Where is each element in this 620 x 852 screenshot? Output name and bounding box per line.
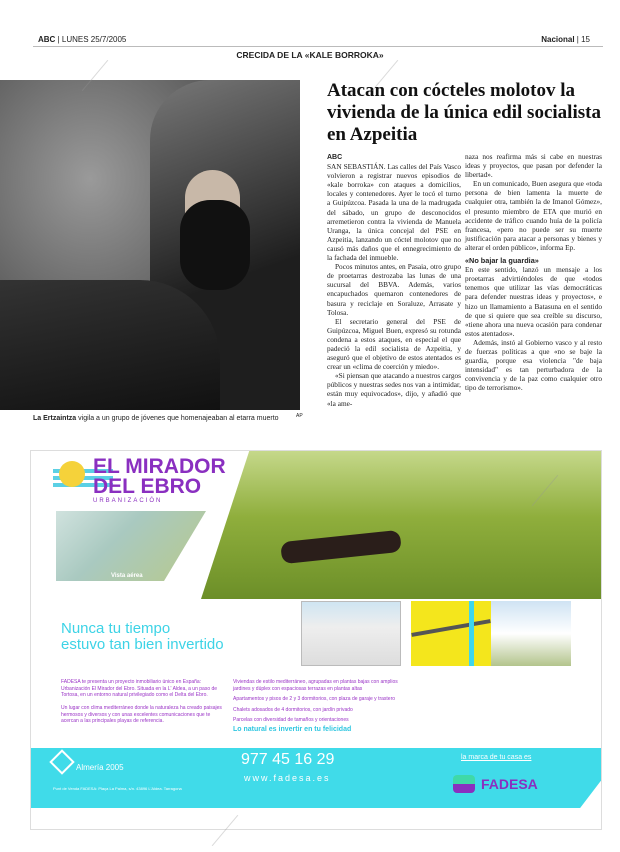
ad-title xyxy=(93,457,226,497)
news-photo xyxy=(0,80,300,410)
ad-features xyxy=(233,679,398,734)
paragraph: El secretario general del PSE de Guipúzcoa, Miguel Buen, expresó su rotunda condena a estos ataques, en especial el que padeció la edil socialista de Azpeitia, y aseguró que el objetivo de estos atentados es crear un «clima de coerción y miedo». xyxy=(327,316,461,372)
aerial-label: Vista aérea xyxy=(111,573,143,579)
feature: Parcelas con diversidad de tamaños y orientaciones xyxy=(233,717,349,723)
ad-description xyxy=(61,679,226,725)
paragraph: «Si piensan que atacando a nuestros cargos públicos y nuestras sedes nos van a intimidar, están muy equivocados», dijo, y añadió que «la ame- xyxy=(327,371,461,408)
ad-tagline: Lo natural es invertir en tu felicidad xyxy=(233,725,352,733)
header-rule xyxy=(33,46,603,47)
ad-paragraph: FADESA te presenta un proyecto inmobiliario único en España: Urbanización El Mirador del Ebro. Situada en la L' Aldea, a un paso de Tortosa, en un entorno natural privilegiado como el Delta del Ebro. xyxy=(61,679,218,698)
page-header-left: ABC | LUNES 25/7/2005 xyxy=(38,35,127,44)
section-name: Nacional xyxy=(541,35,575,44)
fadesa-advertisement[interactable] xyxy=(30,450,602,830)
sales-office: Punt de Venda FADESA: Plaça La Palma, s/n. 43896 L'Aldea. Tarragona xyxy=(53,786,182,791)
house-photo xyxy=(491,601,571,666)
byline: ABC xyxy=(327,154,343,161)
paragraph: En este sentido, lanzó un mensaje a los proetarras advirtiéndoles de que «todos tenemos que utilizar las vías democráticas para defender nuestras ideas y proyectos», e hizo un llamamiento a Batasuna en el sentido de que si quiere que sea creíble su discurso, «tiene ahora una nueva ocasión para condenar estos atentados». xyxy=(465,265,602,338)
article-column-1 xyxy=(327,153,461,408)
article-column-2 xyxy=(465,152,602,392)
section-kicker: CRECIDA DE LA «KALE BORROKA» xyxy=(236,50,384,60)
paper-name: ABC xyxy=(38,35,56,44)
slogan-line-2: estuvo tan bien invertido xyxy=(61,636,224,653)
paragraph: Pocos minutos antes, en Pasaia, otro grupo de proetarras destrozaba las lunas de una sucursal del BBVA. Además, varios encapuchados quemaron contenedores de basura y reciclaje en Soraluze, Arrasate y Tolosa. xyxy=(327,262,461,317)
logo-sun-icon xyxy=(59,461,85,487)
title-line-1: EL MIRADOR xyxy=(93,455,226,478)
caption-text: vigila a un grupo de jóvenes que homenajeaban al etarra muerto xyxy=(76,415,279,422)
feature: Apartamentos y pisos de 2 y 3 dormitorios, con plaza de garaje y trastero xyxy=(233,696,396,702)
paragraph: naza nos reafirma más si cabe en nuestras ideas y proyectos, que pasan por defender la libertad». xyxy=(465,152,602,180)
ad-paragraph: Un lugar con clima mediterráneo donde la naturaleza ha creado paisajes hermosos y diversos y con unas excelentes comunicaciones que te acercan a las principales playas de referencia. xyxy=(61,705,222,724)
article-headline: Atacan con cócteles molotov la vivienda de la única edil socialista en Azpeitia xyxy=(327,80,601,145)
building-photo xyxy=(301,601,401,666)
photo-caption xyxy=(33,415,279,422)
aerial-photo xyxy=(56,511,206,581)
paragraph: Además, instó al Gobierno vasco y al resto de fuerzas políticas a que «no se baje la guardia, porque esa violencia "de baja intensidad" es tan perturbadora de la convivencia y de la paz como cualquier otro tipo de terrorismo». xyxy=(465,337,602,393)
location-map xyxy=(411,601,491,666)
photo-credit: AP xyxy=(296,413,303,419)
sponsor-label: Almería 2005 xyxy=(76,763,124,772)
slogan-line-1: Nunca tu tiempo xyxy=(61,620,171,637)
phone-number[interactable]: 977 45 16 29 xyxy=(241,751,335,768)
fadesa-logo-icon xyxy=(453,775,475,793)
grass-photo xyxy=(201,451,602,599)
website-link[interactable]: www.fadesa.es xyxy=(244,773,331,783)
page-header-right: Nacional | 15 xyxy=(541,35,590,44)
paragraph: SAN SEBASTIÁN. Las calles del País Vasco volvieron a registrar nuevos episodios de «kale borroka» con ataques a domicilios, locales y contenedores. Ayer le tocó el turno a Guipúzcoa. Pasada la una de la madrugada del sábado, un grupo de desconocidos arremetieron contra la vivienda de Manuela Uranga, la única concejal del PSE en Azpeitia, lanzando un cóctel molotov que no causó más daños que el ennegrecimiento de la fachada del inmueble. xyxy=(327,162,461,263)
ad-slogan xyxy=(61,621,224,653)
brand-name: FADESA xyxy=(481,776,538,792)
title-line-2: DEL EBRO xyxy=(93,475,202,498)
paragraph: En un comunicado, Buen asegura que «toda persona de bien lamenta la muerte de cualquier otra, también la de Imanol Gómez», el presunto miembro de ETA que murió en accidente de tráfico cuando huía de la policía francesa, «pero no puede ser su muerte justificación para atacar a personas y bienes y alterar el orden público», informa Ep. xyxy=(465,179,602,252)
feature: Chalets adosados de 4 dormitorios, con jardín privado xyxy=(233,706,353,713)
date: LUNES 25/7/2005 xyxy=(61,35,127,44)
page-number: 15 xyxy=(581,35,590,44)
feature: Viviendas de estilo mediterráneo, agrupadas en plantas bajas con amplios jardines y dúplex con espaciosas terrazas en plantas altas xyxy=(233,679,398,692)
brand-tagline: la marca de tu casa es xyxy=(461,754,532,761)
caption-bold: La Ertzaintza xyxy=(33,415,77,422)
ad-subtitle: URBANIZACIÓN xyxy=(93,498,163,504)
subheading: «No bajar la guardia» xyxy=(465,256,539,266)
